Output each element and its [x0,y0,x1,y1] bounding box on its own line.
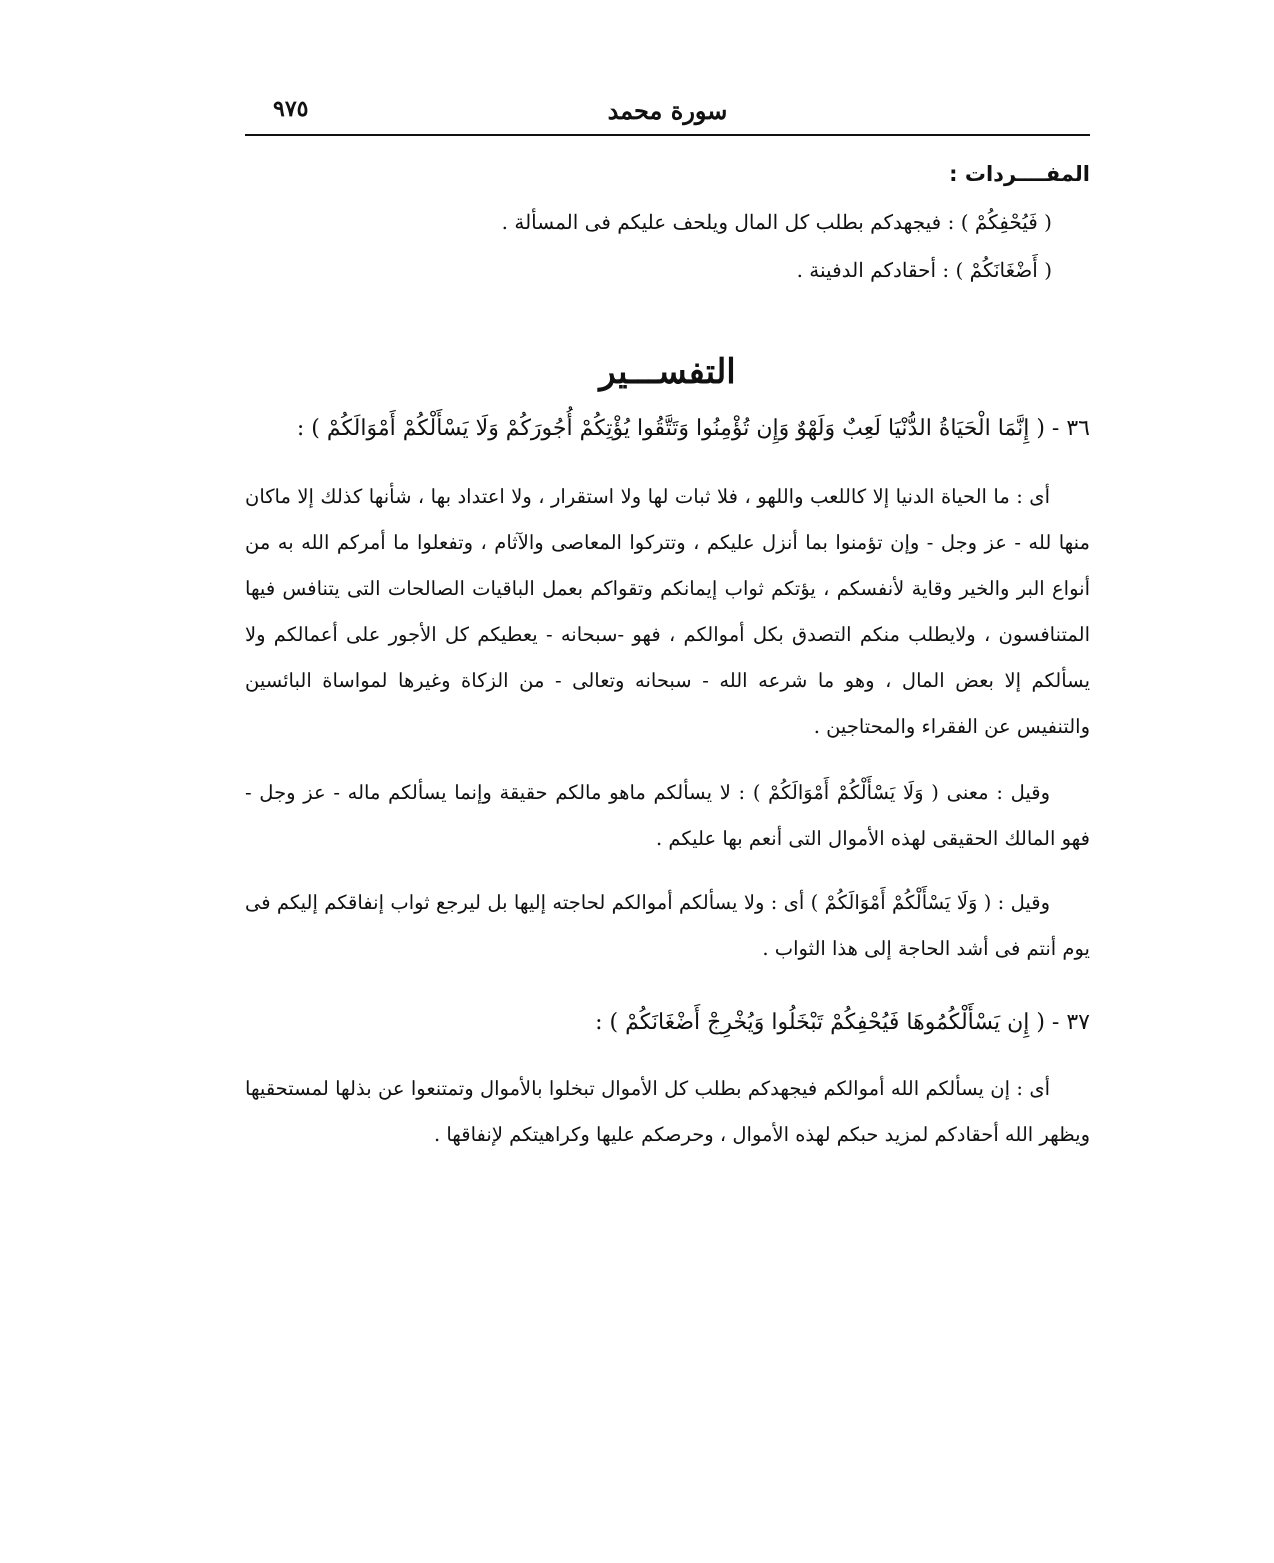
page-header [245,90,1090,136]
book-page [245,90,1090,1158]
surah-title: سورة محمد [607,96,728,125]
tafsir-paragraph: وقيل : ( وَلَا يَسْأَلْكُمْ أَمْوَالَكُمْ ) أى : ولا يسألكم أموالكم لحاجته إليها بل ليرجع ثواب إنفاقكم إليكم فى يوم أنتم فى أشد الحاجة إلى هذا الثواب . [245,891,1090,960]
vocabulary-item: ( أَضْغَانَكُمْ ) : أحقادكم الدفينة . [796,258,1052,282]
vocabulary-item: ( فَيُحْفِكُمْ ) : فيجهدكم بطلب كل المال ويلحف عليكم فى المسألة . [501,210,1052,234]
verse-36: ٣٦ - ( إِنَّمَا الْحَيَاةُ الدُّنْيَا لَعِبٌ وَلَهْوٌ وَإِن تُؤْمِنُوا وَتَتَّقُوا يُؤْتِكُمْ أُجُورَكُمْ وَلَا يَسْأَلْكُمْ أَمْوَالَكُمْ ) : [296,416,1090,441]
page-number: ٩٧٥ [273,96,309,122]
tafsir-paragraph: أى : إن يسألكم الله أموالكم فيجهدكم بطلب كل الأموال تبخلوا بالأموال وتمتنعوا عن بذلها لمستحقيها ويظهر الله أحقادكم لمزيد حبكم لهذه الأموال ، وحرصكم عليها وكراهيتكم لإنفاقها . [245,1077,1090,1146]
vocabulary-heading: المفــــردات : [949,162,1090,186]
tafsir-paragraph: أى : ما الحياة الدنيا إلا كاللعب واللهو ، فلا ثبات لها ولا استقرار ، ولا اعتداد بها ، شأنها كذلك إلا ماكان منها لله - عز وجل - وإن تؤمنوا بما أنزل عليكم ، وتتركوا المعاصى والآثام ، وتفعلوا ما أمركم الله به من أنواع البر والخير وقاية لأنفسكم ، يؤتكم ثواب إيمانكم وتقواكم بعمل الباقيات الصالحات التى يتنافس فيها المتنافسون ، ولايطلب منكم التصدق بكل أموالكم ، فهو -سبحانه - يعطيكم كل الأجور على أعمالكم ولا يسألكم إلا بعض المال ، وهو ما شرعه الله - سبحانه وتعالى - من الزكاة وغيرها لمواساة البائسين والتنفيس عن الفقراء والمحتاجين . [245,485,1090,738]
verse-37: ٣٧ - ( إِن يَسْأَلْكُمُوهَا فَيُحْفِكُمْ تَبْخَلُوا وَيُخْرِجْ أَضْغَانَكُمْ ) : [595,1010,1090,1035]
tafsir-paragraph: وقيل : معنى ( وَلَا يَسْأَلْكُمْ أَمْوَالَكُمْ ) : لا يسألكم ماهو مالكم حقيقة وإنما يسألكم ماله - عز وجل - فهو المالك الحقيقى لهذه الأموال التى أنعم بها عليكم . [245,781,1090,850]
tafsir-heading: التفســـير [599,352,736,392]
